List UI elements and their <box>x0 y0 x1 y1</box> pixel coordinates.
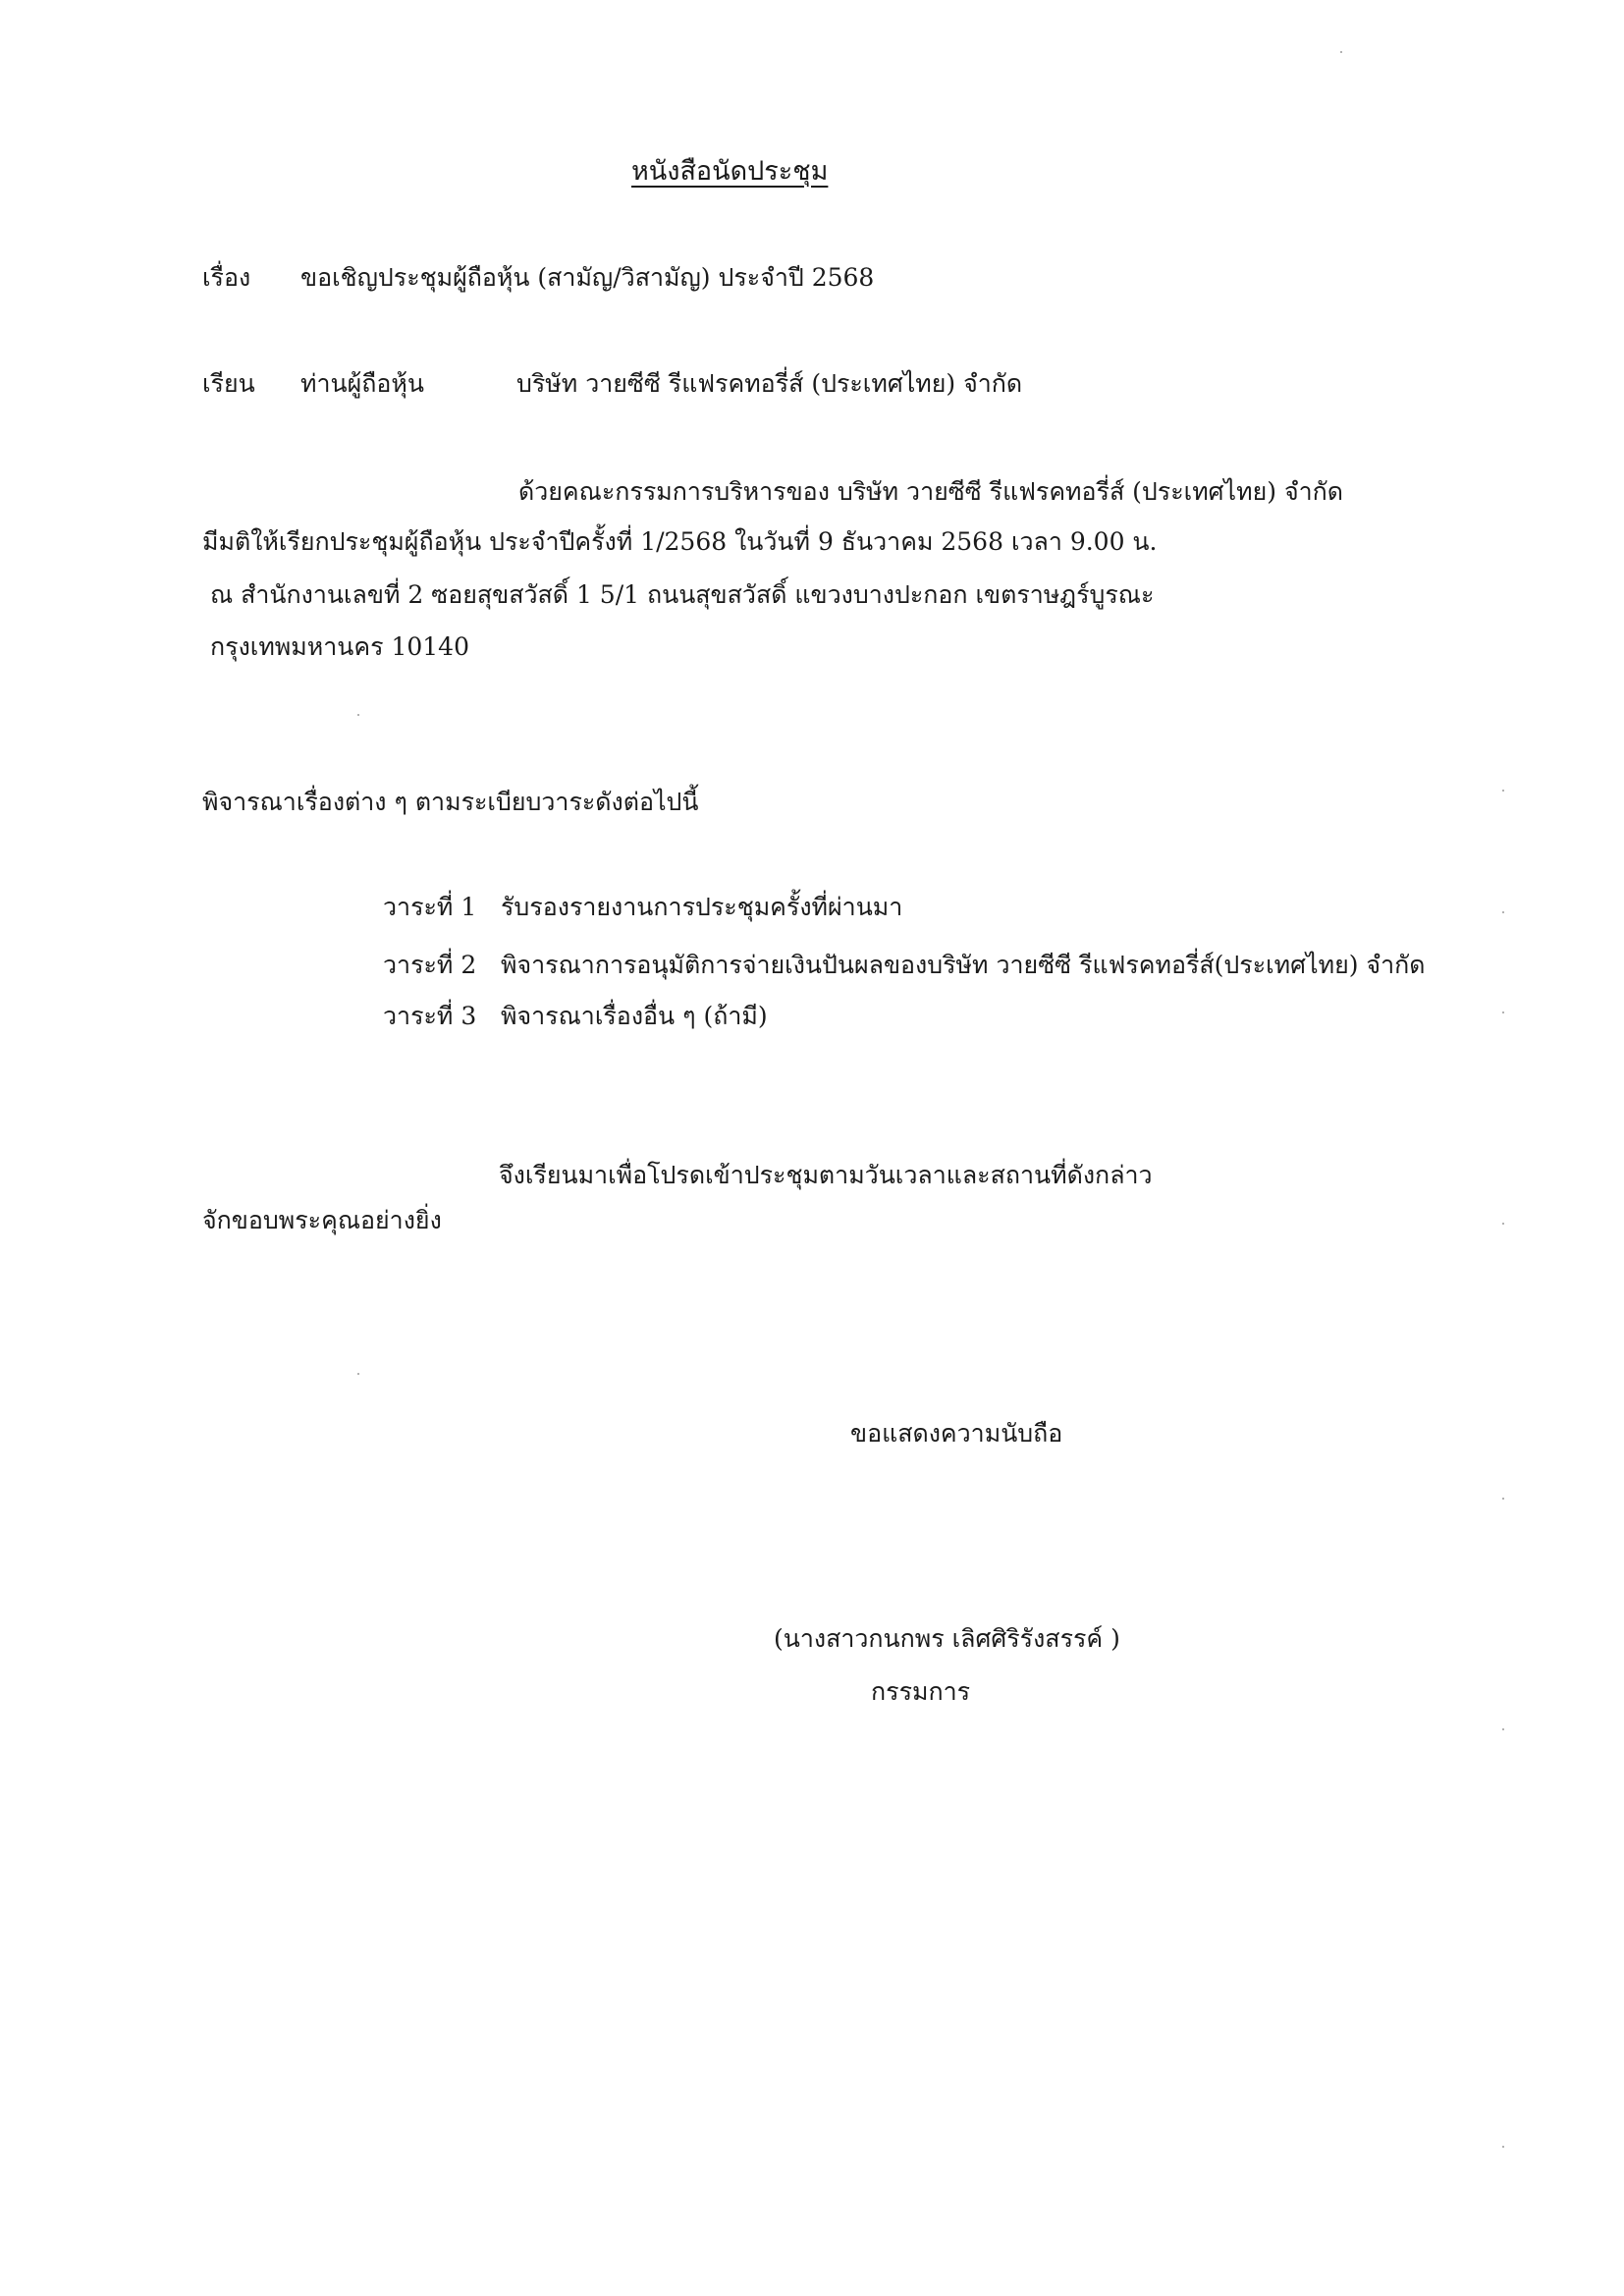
scan-speck <box>357 714 359 716</box>
agenda-item-label: วาระที่ 3 <box>383 1002 477 1030</box>
agenda-item-text: พิจารณาการอนุมัติการจ่ายเงินปันผลของบริษัท วายซีซี รีแฟรคทอรี่ส์(ประเทศไทย) จำกัด <box>501 951 1426 979</box>
body-line-2: มีมติให้เรียกประชุมผู้ถือหุ้น ประจำปีครั้งที่ 1/2568 ในวันที่ 9 ธันวาคม 2568 เวลา 9.00 น. <box>202 527 1158 556</box>
body-line-3: ณ สำนักงานเลขที่ 2 ซอยสุขสวัสดิ์ 1 5/1 ถนนสุขสวัสดิ์ แขวงบางปะกอก เขตราษฎร์บูรณะ <box>210 580 1155 609</box>
document-title: หนังสือนัดประชุม <box>631 156 829 187</box>
agenda-intro: พิจารณาเรื่องต่าง ๆ ตามระเบียบวาระดังต่อไปนี้ <box>202 788 699 816</box>
scan-speck <box>1502 1011 1504 1013</box>
agenda-item-text: พิจารณาเรื่องอื่น ๆ (ถ้ามี) <box>501 1002 768 1030</box>
body-line-1: ด้วยคณะกรรมการบริหารของ บริษัท วายซีซี รีแฟรคทอรี่ส์ (ประเทศไทย) จำกัด <box>518 477 1344 506</box>
to-company: บริษัท วายซีซี รีแฟรคทอรี่ส์ (ประเทศไทย) จำกัด <box>516 369 1023 398</box>
agenda-item-label: วาระที่ 1 <box>383 893 477 921</box>
body-line-4: กรุงเทพมหานคร 10140 <box>210 632 469 661</box>
agenda-item-text: รับรองรายงานการประชุมครั้งที่ผ่านมา <box>501 893 903 921</box>
scan-speck <box>1502 911 1504 913</box>
closing-line-2: จักขอบพระคุณอย่างยิ่ง <box>202 1206 442 1234</box>
to-label: เรียน <box>202 369 255 398</box>
scan-speck <box>1340 51 1342 53</box>
scan-speck <box>1502 790 1504 792</box>
regards: ขอแสดงความนับถือ <box>850 1419 1063 1448</box>
signer-name: (นางสาวกนกพร เลิศศิริรังสรรค์ ) <box>774 1624 1120 1653</box>
scan-speck <box>357 1373 359 1375</box>
scan-speck <box>1502 1223 1504 1225</box>
scan-speck <box>1502 1498 1504 1500</box>
signer-position: กรรมการ <box>871 1677 971 1706</box>
scan-speck <box>1502 2146 1504 2148</box>
scan-speck <box>1502 1728 1504 1730</box>
closing-line-1: จึงเรียนมาเพื่อโปรดเข้าประชุมตามวันเวลาและสถานที่ดังกล่าว <box>499 1161 1153 1189</box>
to-recipient: ท่านผู้ถือหุ้น <box>300 369 424 398</box>
subject-text: ขอเชิญประชุมผู้ถือหุ้น (สามัญ/วิสามัญ) ประจำปี 2568 <box>300 263 875 292</box>
agenda-item-label: วาระที่ 2 <box>383 951 477 979</box>
subject-label: เรื่อง <box>202 263 251 292</box>
